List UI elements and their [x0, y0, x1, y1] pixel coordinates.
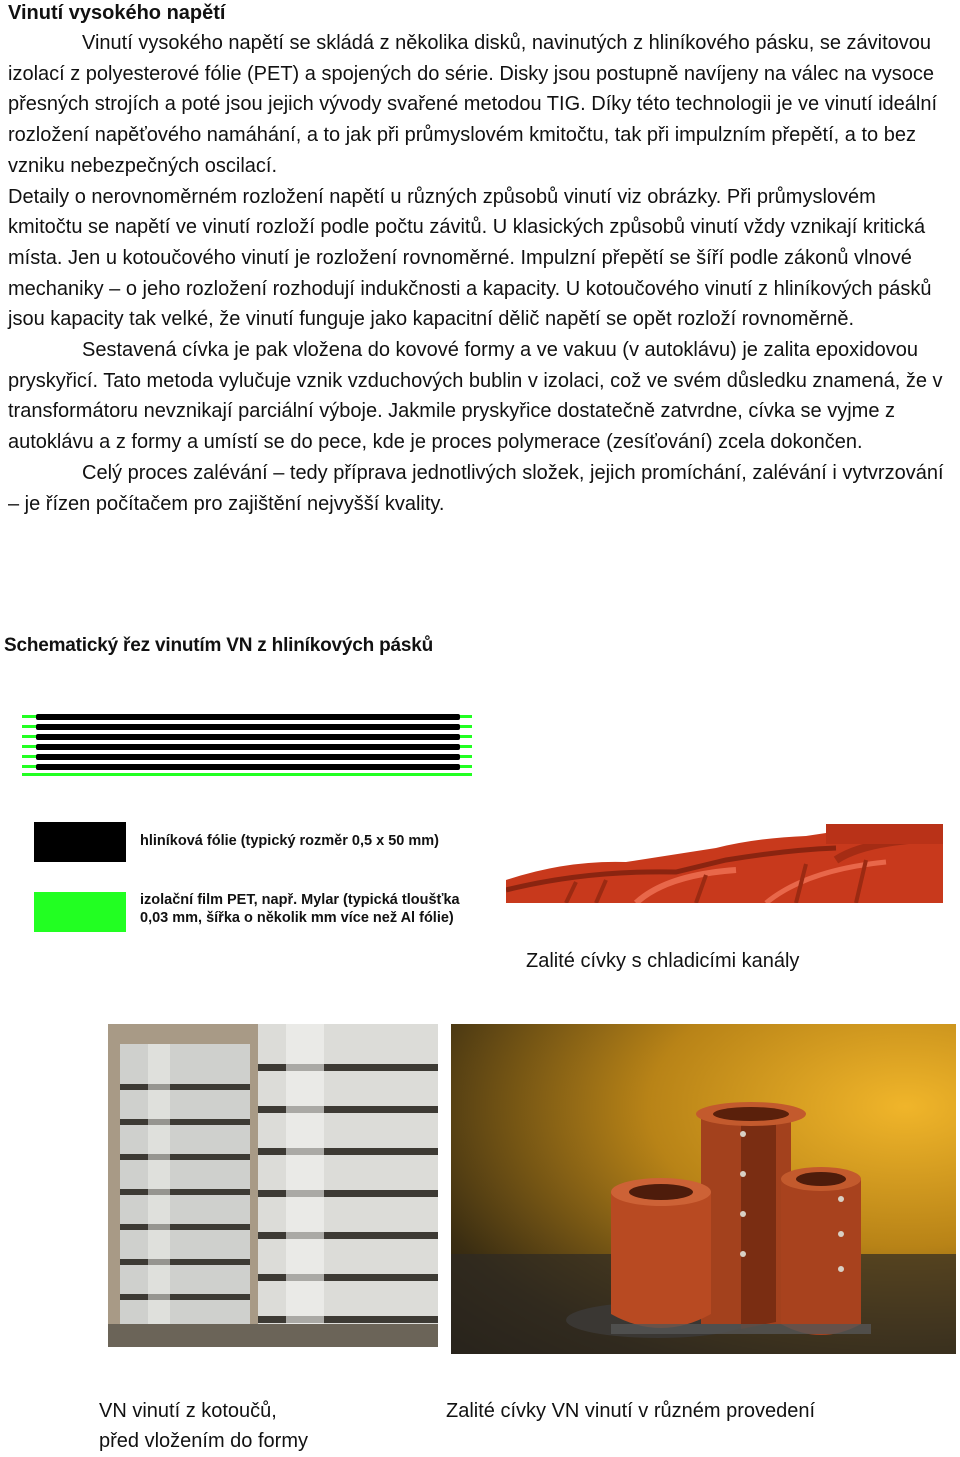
body-text	[8, 28, 954, 519]
legend-pet-swatch	[34, 892, 126, 932]
al-layer	[36, 714, 460, 720]
legend-pet-text: izolační film PET, např. Mylar (typická tloušťka 0,03 mm, šířka o několik mm více než Al fólie)	[140, 892, 460, 926]
caption-cooling-coils: Zalité cívky s chladicími kanály	[526, 950, 800, 972]
al-layer	[36, 734, 460, 740]
photo-coil-variants	[451, 1024, 956, 1354]
photo-cooling-coils	[506, 820, 943, 903]
legend-al-text: hliníková fólie (typický rozměr 0,5 x 50 mm)	[140, 833, 439, 849]
al-layer	[36, 754, 460, 760]
al-layer	[36, 764, 460, 770]
schematic-title: Schematický řez vinutím VN z hliníkových pásků	[4, 635, 434, 656]
pet-layer	[22, 773, 472, 776]
photo-disc-winding	[108, 1024, 438, 1347]
schematic-layers	[22, 712, 472, 776]
page-heading: Vinutí vysokého napětí	[8, 2, 226, 24]
paragraph-casting: Sestavená cívka je pak vložena do kovové formy a ve vakuu (v autoklávu) je zalita epoxidovou pryskyřicí. Tato metoda vylučuje vznik vzduchových bublin v izolaci, což ve svém důsledku znamená, že v transformátoru nevznikají parciální výboje. Jakmile pryskyřice dostatečně zatvrdne, cívka se vyjme z autoklávu a z formy a umístí se do pece, kde je proces polymerace (zesíťování) zcela dokončen.	[8, 339, 943, 454]
caption-disc-line1: VN vinutí z kotoučů,	[99, 1400, 277, 1422]
al-layer	[36, 724, 460, 730]
caption-disc-winding	[99, 1396, 308, 1456]
paragraph-winding: Vinutí vysokého napětí se skládá z několika disků, navinutých z hliníkového pásku, se závitovou izolací z polyesterové fólie (PET) a spojených do série. Disky jsou postupně navíjeny na válec na vysoce přesných strojích a poté jsou jejich vývody svařené metodou TIG. Díky této technologii je ve vinutí ideální rozložení napěťového namáhání, a to jak při průmyslovém kmitočtu, tak při impulzním přepětí, a to bez vzniku nebezpečných oscilací.	[8, 32, 938, 177]
al-layer	[36, 744, 460, 750]
caption-coil-variants: Zalité cívky VN vinutí v různém provedení	[446, 1400, 816, 1422]
paragraph-voltage-distribution: Detaily o nerovnoměrném rozložení napětí u různých způsobů vinutí viz obrázky. Při průmyslovém kmitočtu se napětí ve vinutí rozloží podle počtu závitů. U klasických způsobů vinutí vždy vznikají kritická místa. Jen u kotoučového vinutí je rozložení rovnoměrné. Impulzní přepětí se šíří podle zákonů vlnové mechaniky – o jeho rozložení rozhodují indukčnosti a kapacity. U kotoučového vinutí z hliníkových pásků jsou kapacity tak velké, že vinutí funguje jako kapacitní dělič napětí se opět rozloží rovnoměrně.	[8, 185, 932, 331]
paragraph-process: Celý proces zalévání – tedy příprava jednotlivých složek, jejich promíchání, zalévání i vytvrzování – je řízen počítačem pro zajištění nejvyšší kvality.	[8, 461, 944, 515]
legend-al-swatch	[34, 822, 126, 862]
caption-disc-line2: před vložením do formy	[99, 1430, 308, 1452]
